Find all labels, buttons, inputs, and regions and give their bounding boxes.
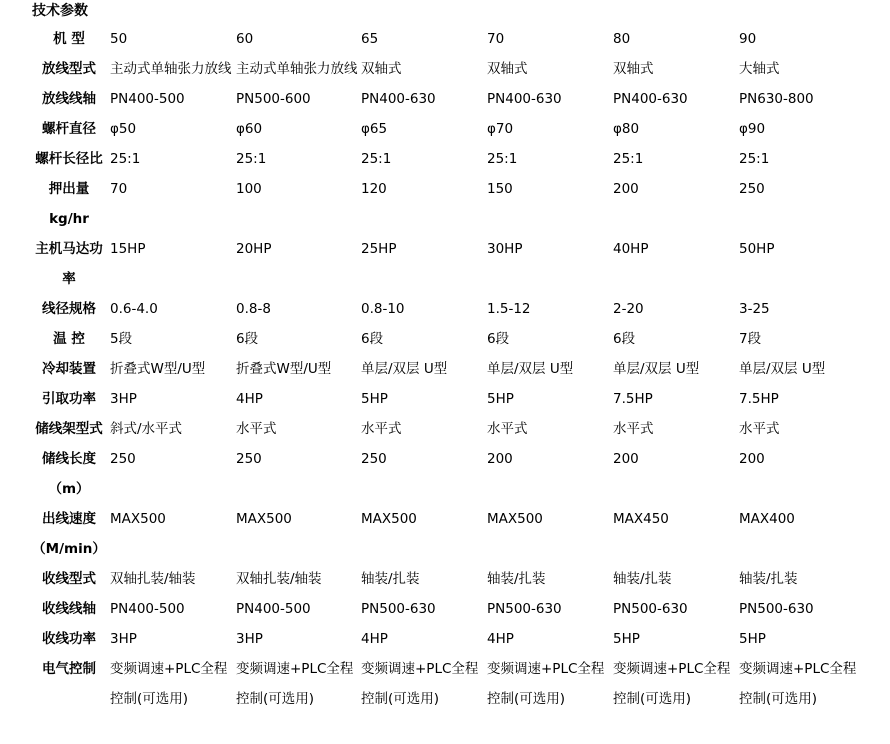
cell-value	[234, 324, 359, 354]
row-label-line: 引取功率	[42, 391, 96, 407]
row-label	[30, 144, 108, 174]
cell-value	[485, 144, 611, 174]
cell-text: 变频调速+PLC全程控制(可选用)	[361, 661, 479, 707]
cell-text: 250	[739, 181, 765, 197]
cell-text: 25:1	[110, 151, 141, 167]
table-row	[30, 654, 862, 714]
cell-value	[108, 384, 234, 414]
cell-text: 20HP	[236, 241, 272, 257]
cell-value	[737, 54, 862, 84]
cell-value	[359, 594, 485, 624]
cell-text: 25:1	[613, 151, 644, 167]
table-row	[30, 624, 862, 654]
row-label	[30, 594, 108, 624]
cell-text: MAX450	[613, 511, 669, 527]
cell-text: 50	[110, 31, 128, 47]
cell-value	[108, 564, 234, 594]
cell-value	[737, 24, 862, 54]
row-label-line: 主机马达功	[35, 241, 103, 257]
cell-value	[108, 444, 234, 504]
cell-value	[611, 174, 737, 234]
table-row	[30, 54, 862, 84]
cell-value	[108, 114, 234, 144]
cell-text: 单层/双层 U型	[487, 361, 574, 377]
cell-value	[611, 24, 737, 54]
cell-value	[108, 594, 234, 624]
row-label-line: 电气控制	[42, 661, 96, 677]
cell-value	[485, 654, 611, 714]
cell-text: 6段	[236, 331, 259, 347]
cell-text: 水平式	[739, 421, 780, 437]
cell-value	[234, 594, 359, 624]
cell-text: PN400-630	[487, 91, 562, 107]
cell-text: 单层/双层 U型	[361, 361, 448, 377]
row-label-line: 收线型式	[42, 571, 96, 587]
cell-value	[485, 444, 611, 504]
cell-value	[737, 414, 862, 444]
table-row	[30, 114, 862, 144]
table-row	[30, 294, 862, 324]
table-row	[30, 354, 862, 384]
cell-text: 轴装/扎装	[739, 571, 798, 587]
cell-text: 100	[236, 181, 262, 197]
row-label	[30, 654, 108, 714]
cell-value	[359, 294, 485, 324]
row-label	[30, 564, 108, 594]
cell-value	[359, 84, 485, 114]
cell-text: PN500-630	[361, 601, 436, 617]
row-label-line: （M/min）	[32, 541, 106, 557]
cell-value	[108, 354, 234, 384]
cell-value	[737, 654, 862, 714]
row-label-line: 放线型式	[42, 61, 96, 77]
cell-text: 折叠式W型/U型	[110, 361, 206, 377]
row-label-line: 放线线轴	[42, 91, 96, 107]
cell-value	[611, 414, 737, 444]
cell-text: MAX500	[236, 511, 292, 527]
cell-value	[234, 504, 359, 564]
cell-text: 15HP	[110, 241, 146, 257]
cell-value	[108, 84, 234, 114]
cell-text: 50HP	[739, 241, 775, 257]
cell-value	[359, 624, 485, 654]
row-label	[30, 354, 108, 384]
cell-text: 0.8-10	[361, 301, 405, 317]
cell-text: 0.8-8	[236, 301, 271, 317]
row-label	[30, 174, 108, 234]
cell-value	[737, 324, 862, 354]
cell-text: PN500-630	[487, 601, 562, 617]
cell-text: PN400-500	[110, 91, 185, 107]
cell-text: PN400-500	[236, 601, 311, 617]
cell-value	[611, 384, 737, 414]
cell-text: 3-25	[739, 301, 770, 317]
cell-value	[234, 414, 359, 444]
row-label-line: 收线线轴	[42, 601, 96, 617]
cell-text: 变频调速+PLC全程控制(可选用)	[613, 661, 731, 707]
table-row	[30, 444, 862, 504]
spec-table-body	[30, 24, 862, 714]
cell-value	[611, 504, 737, 564]
cell-text: 6段	[613, 331, 636, 347]
cell-value	[234, 84, 359, 114]
cell-value	[611, 654, 737, 714]
cell-value	[611, 114, 737, 144]
row-label-line: 储线架型式	[35, 421, 103, 437]
row-label-line: 线径规格	[42, 301, 96, 317]
cell-text: φ60	[236, 121, 263, 137]
cell-value	[737, 294, 862, 324]
cell-text: φ50	[110, 121, 137, 137]
cell-text: 30HP	[487, 241, 523, 257]
cell-value	[108, 324, 234, 354]
cell-value	[611, 54, 737, 84]
cell-value	[234, 54, 359, 84]
cell-text: 25:1	[739, 151, 770, 167]
cell-text: 变频调速+PLC全程控制(可选用)	[110, 661, 228, 707]
cell-value	[359, 54, 485, 84]
table-row	[30, 504, 862, 564]
cell-text: MAX500	[487, 511, 543, 527]
cell-value	[737, 84, 862, 114]
cell-text: 3HP	[236, 631, 263, 647]
row-label	[30, 24, 108, 54]
cell-value	[611, 234, 737, 294]
cell-text: 40HP	[613, 241, 649, 257]
cell-value	[611, 624, 737, 654]
cell-value	[108, 624, 234, 654]
cell-value	[359, 504, 485, 564]
table-row	[30, 324, 862, 354]
cell-value	[234, 654, 359, 714]
cell-text: 5HP	[613, 631, 640, 647]
table-row	[30, 174, 862, 234]
cell-text: 3HP	[110, 631, 137, 647]
section-title: 技术参数	[32, 3, 88, 19]
cell-value	[611, 444, 737, 504]
cell-value	[485, 354, 611, 384]
cell-text: 200	[613, 451, 639, 467]
cell-value	[737, 594, 862, 624]
cell-text: 6段	[361, 331, 384, 347]
row-label-line: 机 型	[53, 31, 85, 47]
cell-text: 25:1	[487, 151, 518, 167]
cell-value	[359, 24, 485, 54]
cell-text: PN400-500	[110, 601, 185, 617]
cell-value	[234, 144, 359, 174]
cell-value	[737, 384, 862, 414]
cell-text: 7.5HP	[613, 391, 653, 407]
cell-value	[611, 564, 737, 594]
cell-value	[359, 414, 485, 444]
cell-value	[737, 354, 862, 384]
table-row	[30, 234, 862, 294]
cell-text: 7.5HP	[739, 391, 779, 407]
cell-text: 3HP	[110, 391, 137, 407]
cell-value	[234, 624, 359, 654]
row-label	[30, 444, 108, 504]
cell-text: 7段	[739, 331, 762, 347]
cell-text: PN400-630	[361, 91, 436, 107]
cell-value	[485, 294, 611, 324]
cell-text: φ65	[361, 121, 388, 137]
cell-value	[485, 234, 611, 294]
cell-text: 5HP	[487, 391, 514, 407]
cell-value	[611, 294, 737, 324]
row-label-line: 螺杆直径	[42, 121, 96, 137]
row-label	[30, 234, 108, 294]
cell-text: 折叠式W型/U型	[236, 361, 332, 377]
cell-value	[485, 414, 611, 444]
table-row	[30, 84, 862, 114]
table-row	[30, 384, 862, 414]
cell-text: 4HP	[361, 631, 388, 647]
cell-text: 65	[361, 31, 379, 47]
cell-value	[108, 234, 234, 294]
row-label-line: 率	[62, 271, 76, 287]
cell-value	[108, 174, 234, 234]
cell-text: 水平式	[487, 421, 528, 437]
cell-value	[234, 294, 359, 324]
cell-value	[359, 654, 485, 714]
cell-text: 5HP	[739, 631, 766, 647]
row-label	[30, 624, 108, 654]
cell-value	[485, 594, 611, 624]
cell-text: 200	[487, 451, 513, 467]
cell-value	[737, 564, 862, 594]
row-label-line: kg/hr	[49, 211, 89, 227]
cell-text: 6段	[487, 331, 510, 347]
row-label	[30, 414, 108, 444]
row-label-line: 螺杆长径比	[35, 151, 103, 167]
cell-text: 70	[110, 181, 128, 197]
cell-value	[359, 144, 485, 174]
cell-text: 主动式单轴张力放线	[236, 61, 358, 77]
cell-value	[611, 144, 737, 174]
cell-text: 80	[613, 31, 631, 47]
cell-text: PN500-630	[739, 601, 814, 617]
cell-value	[359, 384, 485, 414]
cell-text: 25:1	[361, 151, 392, 167]
cell-value	[485, 24, 611, 54]
cell-value	[359, 444, 485, 504]
cell-text: PN630-800	[739, 91, 814, 107]
row-label-line: 出线速度	[42, 511, 96, 527]
cell-value	[485, 324, 611, 354]
cell-value	[359, 354, 485, 384]
cell-text: 双轴式	[613, 61, 654, 77]
cell-text: 单层/双层 U型	[613, 361, 700, 377]
row-label	[30, 294, 108, 324]
cell-text: PN500-630	[613, 601, 688, 617]
cell-text: 大轴式	[739, 61, 780, 77]
row-label-line: 收线功率	[42, 631, 96, 647]
cell-value	[737, 234, 862, 294]
cell-text: 4HP	[487, 631, 514, 647]
cell-text: 轴装/扎装	[613, 571, 672, 587]
cell-value	[737, 144, 862, 174]
cell-value	[234, 354, 359, 384]
cell-value	[611, 84, 737, 114]
cell-text: 25HP	[361, 241, 397, 257]
cell-text: 150	[487, 181, 513, 197]
cell-text: 5段	[110, 331, 133, 347]
cell-text: MAX400	[739, 511, 795, 527]
cell-value	[108, 54, 234, 84]
cell-text: φ70	[487, 121, 514, 137]
cell-value	[485, 384, 611, 414]
cell-text: 120	[361, 181, 387, 197]
table-row	[30, 564, 862, 594]
cell-value	[234, 444, 359, 504]
cell-text: 70	[487, 31, 505, 47]
row-label-line: 储线长度	[42, 451, 96, 467]
cell-text: 斜式/水平式	[110, 421, 183, 437]
cell-value	[485, 504, 611, 564]
cell-text: 变频调速+PLC全程控制(可选用)	[739, 661, 857, 707]
cell-value	[359, 174, 485, 234]
cell-text: 60	[236, 31, 254, 47]
cell-value	[485, 54, 611, 84]
cell-value	[737, 174, 862, 234]
cell-value	[234, 234, 359, 294]
cell-text: 双轴式	[487, 61, 528, 77]
row-label	[30, 504, 108, 564]
cell-value	[108, 294, 234, 324]
cell-text: 4HP	[236, 391, 263, 407]
row-label	[30, 384, 108, 414]
cell-value	[234, 174, 359, 234]
cell-text: 变频调速+PLC全程控制(可选用)	[236, 661, 354, 707]
cell-value	[108, 504, 234, 564]
cell-text: φ90	[739, 121, 766, 137]
cell-text: MAX500	[361, 511, 417, 527]
cell-text: PN500-600	[236, 91, 311, 107]
cell-text: PN400-630	[613, 91, 688, 107]
cell-text: 0.6-4.0	[110, 301, 158, 317]
cell-value	[359, 234, 485, 294]
cell-text: 水平式	[613, 421, 654, 437]
cell-value	[108, 144, 234, 174]
cell-value	[611, 324, 737, 354]
cell-text: 1.5-12	[487, 301, 531, 317]
cell-text: MAX500	[110, 511, 166, 527]
row-label-line: （m）	[48, 481, 90, 497]
cell-value	[611, 354, 737, 384]
cell-value	[234, 114, 359, 144]
cell-text: 5HP	[361, 391, 388, 407]
cell-text: 轴装/扎装	[361, 571, 420, 587]
cell-text: 90	[739, 31, 757, 47]
cell-text: 双轴扎装/轴装	[236, 571, 322, 587]
cell-value	[611, 594, 737, 624]
cell-value	[359, 564, 485, 594]
cell-value	[108, 414, 234, 444]
cell-value	[485, 114, 611, 144]
cell-text: 200	[613, 181, 639, 197]
cell-text: 双轴扎装/轴装	[110, 571, 196, 587]
cell-text: φ80	[613, 121, 640, 137]
cell-value	[108, 654, 234, 714]
cell-value	[359, 324, 485, 354]
table-row	[30, 594, 862, 624]
cell-text: 25:1	[236, 151, 267, 167]
cell-value	[485, 624, 611, 654]
cell-text: 2-20	[613, 301, 644, 317]
cell-text: 双轴式	[361, 61, 402, 77]
cell-value	[234, 384, 359, 414]
cell-value	[737, 114, 862, 144]
cell-value	[485, 84, 611, 114]
row-label-line: 押出量	[48, 181, 90, 197]
cell-text: 250	[236, 451, 262, 467]
cell-value	[737, 444, 862, 504]
row-label	[30, 84, 108, 114]
table-row	[30, 144, 862, 174]
cell-value	[485, 564, 611, 594]
table-row	[30, 24, 862, 54]
cell-text: 250	[361, 451, 387, 467]
cell-value	[737, 504, 862, 564]
cell-text: 变频调速+PLC全程控制(可选用)	[487, 661, 605, 707]
cell-text: 200	[739, 451, 765, 467]
cell-value	[108, 24, 234, 54]
cell-text: 轴装/扎装	[487, 571, 546, 587]
cell-text: 单层/双层 U型	[739, 361, 826, 377]
cell-value	[234, 24, 359, 54]
cell-value	[359, 114, 485, 144]
table-row	[30, 414, 862, 444]
cell-text: 水平式	[236, 421, 277, 437]
cell-value	[485, 174, 611, 234]
row-label	[30, 114, 108, 144]
cell-text: 主动式单轴张力放线	[110, 61, 232, 77]
spec-table	[30, 24, 862, 714]
cell-value	[737, 624, 862, 654]
cell-text: 水平式	[361, 421, 402, 437]
row-label	[30, 324, 108, 354]
row-label	[30, 54, 108, 84]
row-label-line: 冷却装置	[42, 361, 96, 377]
cell-value	[234, 564, 359, 594]
row-label-line: 温 控	[53, 331, 85, 347]
cell-text: 250	[110, 451, 136, 467]
